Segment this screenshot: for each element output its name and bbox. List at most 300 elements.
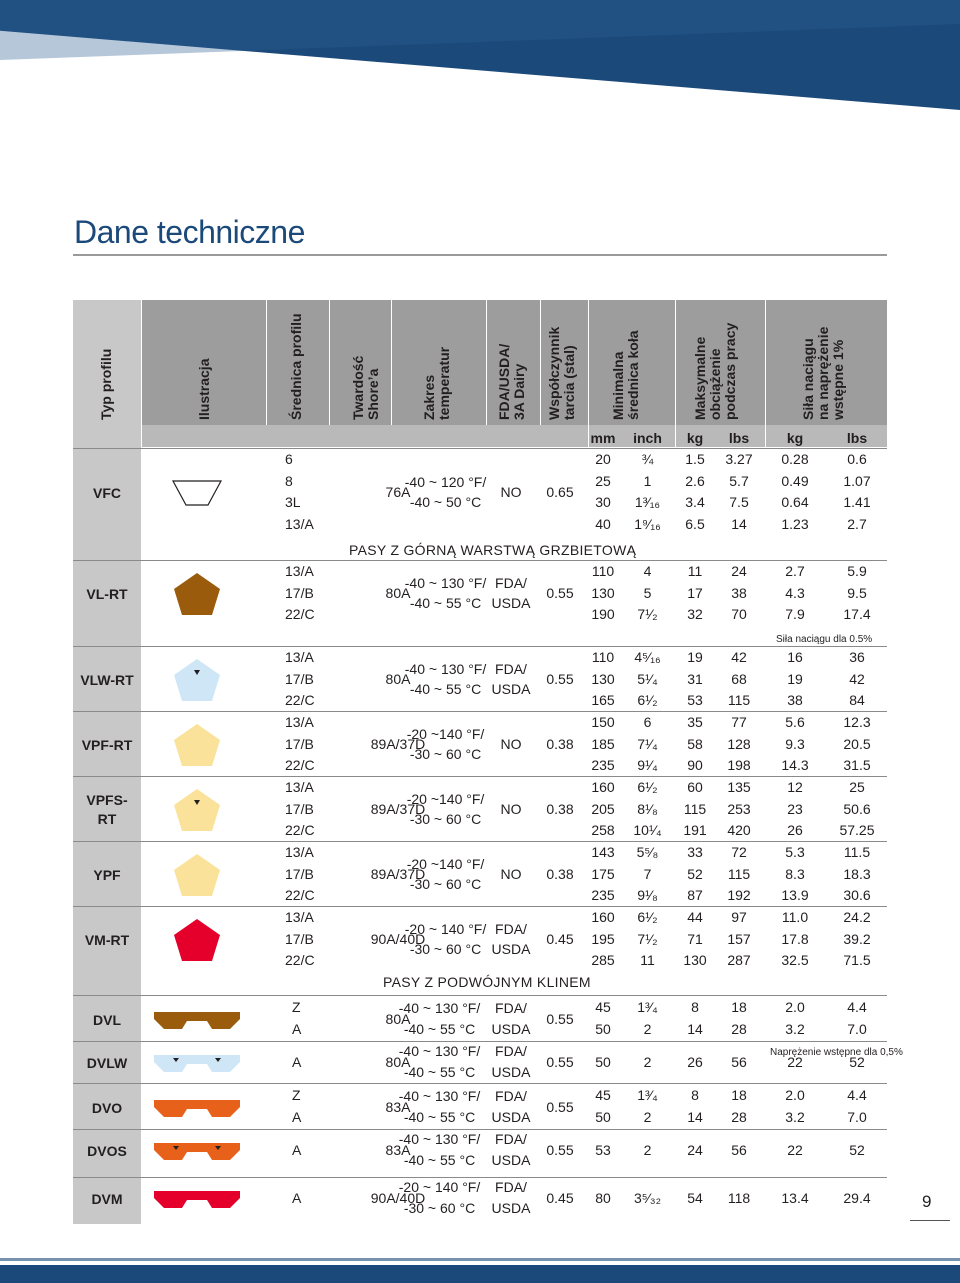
value-cell: 235: [591, 887, 615, 904]
fda-value: FDA/: [495, 999, 527, 1016]
fda-value-2: USDA: [491, 1020, 531, 1037]
value-cell: 190: [591, 606, 615, 623]
value-cell: 135: [727, 779, 751, 795]
value-cell: 160: [591, 779, 615, 795]
value-cell: 87: [687, 887, 703, 904]
fda-value: FDA/: [495, 921, 527, 938]
profile-type-name: VLW-RT: [80, 672, 134, 689]
value-cell: 7.9: [785, 606, 805, 623]
unit-lbs: lbs: [728, 430, 750, 446]
temp-range-c: -40 ~ 55 °C: [403, 1064, 476, 1080]
value-cell: 29.4: [843, 1190, 871, 1206]
hardness-value: 80A: [385, 585, 411, 602]
temp-range-c: -40 ~ 55 °C: [403, 1108, 476, 1125]
temp-range-f: -40 ~ 130 °F/: [398, 999, 481, 1016]
double-v-profile-icon: [152, 1048, 242, 1078]
value-cell: 50: [595, 1054, 611, 1070]
value-cell: 5⁵⁄₈: [636, 844, 659, 860]
value-cell: ¾: [641, 451, 654, 467]
temp-range-f: -40 ~ 130 °F/: [398, 1043, 481, 1059]
value-cell: 1: [643, 472, 652, 489]
profile-diameter: Z: [292, 999, 301, 1015]
value-cell: 84: [849, 692, 865, 709]
value-cell: 1³⁄₄: [637, 999, 658, 1015]
value-cell: 2.7: [785, 563, 805, 579]
value-cell: 6¹⁄₂: [637, 779, 658, 795]
value-cell: 7.5: [729, 494, 749, 511]
value-cell: 57.25: [839, 822, 875, 839]
value-cell: 195: [591, 930, 615, 947]
value-cell: 1⁹⁄₁₆: [634, 515, 661, 532]
value-cell: 165: [591, 692, 615, 709]
hardness-value: 89A/37D: [370, 866, 426, 883]
profile-diameter: 22/C: [285, 887, 315, 904]
profile-diameter: 13/A: [285, 844, 314, 860]
hdr-sep: [391, 300, 392, 425]
value-cell: 28: [731, 1108, 747, 1125]
hardness-value: 83A: [385, 1142, 411, 1158]
value-cell: 24: [731, 563, 747, 579]
value-cell: 1³⁄₁₆: [634, 494, 661, 511]
value-cell: 1.41: [843, 494, 871, 511]
hardness-value: 89A/37D: [370, 736, 426, 753]
hdr-sep: [540, 300, 541, 425]
temp-range-c: -30 ~ 60 °C: [409, 746, 482, 763]
profile-diameter: A: [292, 1054, 302, 1070]
value-cell: 10¹⁄₄: [633, 822, 662, 839]
hdr-sep: [141, 300, 142, 447]
value-cell: 1.5: [685, 451, 705, 467]
section-podwojny: PASY Z PODWÓJNYM KLINEM: [383, 974, 591, 990]
value-cell: 3.4: [685, 494, 705, 511]
unit-inch: inch: [633, 430, 662, 446]
group-divider: [73, 1083, 887, 1084]
value-cell: 38: [731, 584, 747, 601]
friction-value: 0.38: [546, 866, 574, 883]
pentagon-profile-icon: [162, 915, 232, 965]
friction-value: 0.45: [546, 931, 574, 948]
value-cell: 17.8: [781, 930, 809, 947]
friction-value: 0.65: [546, 484, 574, 501]
value-cell: 6¹⁄₂: [637, 909, 658, 925]
value-cell: 9¹⁄₄: [637, 757, 658, 774]
value-cell: 287: [727, 952, 751, 969]
value-cell: 36: [849, 649, 865, 665]
value-cell: 157: [727, 930, 751, 947]
value-cell: 13.4: [781, 1190, 809, 1206]
fda-value-2: USDA: [491, 595, 531, 612]
value-cell: 0.49: [781, 472, 809, 489]
pentagon-profile-icon: [162, 785, 232, 835]
fda-value: NO: [500, 484, 522, 501]
value-cell: 31.5: [843, 757, 871, 774]
fda-value: FDA/: [495, 1131, 527, 1147]
value-cell: 11.5: [843, 844, 871, 860]
value-cell: 5: [643, 584, 652, 601]
value-cell: 42: [849, 670, 865, 687]
note-naprezenie-05: Naprężenie wstępne dla 0,5%: [770, 1047, 903, 1058]
friction-value: 0.55: [546, 1054, 574, 1070]
profile-diameter: 8: [285, 472, 293, 489]
value-cell: 70: [731, 606, 747, 623]
group-divider: [73, 841, 887, 842]
temp-range-c: -30 ~ 60 °C: [409, 941, 482, 958]
value-cell: 11: [687, 563, 703, 579]
value-cell: 118: [727, 1190, 751, 1206]
value-cell: 130: [591, 670, 615, 687]
value-cell: 235: [591, 757, 615, 774]
group-divider: [73, 1177, 887, 1178]
friction-value: 0.38: [546, 736, 574, 753]
temp-range-f: -40 ~ 120 °F/: [404, 474, 487, 491]
double-v-profile-icon: [152, 1093, 242, 1123]
profile-type-name: DVL: [93, 1011, 121, 1028]
profile-type-name: YPF: [93, 867, 121, 884]
profile-diameter: 13/A: [285, 779, 314, 795]
value-cell: 2.0: [785, 1087, 805, 1103]
hdr-sep: [486, 300, 487, 425]
value-cell: 115: [727, 692, 751, 709]
bottom-decor-line: [0, 1258, 960, 1261]
value-cell: 5.3: [785, 844, 805, 860]
profile-type-name: VFC: [93, 485, 121, 502]
value-cell: 3.2: [785, 1020, 805, 1037]
temp-range-f: -40 ~ 130 °F/: [398, 1131, 481, 1147]
value-cell: 26: [787, 822, 803, 839]
group-divider: [73, 1129, 887, 1130]
friction-value: 0.45: [546, 1190, 574, 1206]
double-v-profile-icon: [152, 1005, 242, 1035]
value-cell: 11: [640, 952, 655, 969]
page-number-rule: [910, 1220, 950, 1221]
value-cell: 1.07: [843, 472, 871, 489]
value-cell: 53: [687, 692, 703, 709]
fda-value: NO: [500, 866, 522, 883]
hdr-zakres: Zakres temperatur: [421, 346, 452, 420]
temp-range-c: -40 ~ 55 °C: [403, 1152, 476, 1168]
value-cell: 143: [591, 844, 615, 860]
temp-range-f: -40 ~ 130 °F/: [404, 575, 487, 592]
group-divider: [73, 646, 887, 647]
unit-kg: kg: [686, 430, 704, 446]
unit-kg-2: kg: [786, 430, 804, 446]
hardness-value: 80A: [385, 1010, 411, 1027]
value-cell: 5.9: [847, 563, 867, 579]
value-cell: 4.4: [847, 1087, 867, 1103]
pentagon-profile-icon: [162, 569, 232, 619]
value-cell: 24.2: [843, 909, 871, 925]
profile-diameter: 13/A: [285, 563, 314, 579]
value-cell: 18: [731, 1087, 747, 1103]
hdr-twardosc: Twardość Shore’a: [350, 355, 381, 420]
fda-value-2: USDA: [491, 1152, 531, 1168]
value-cell: 185: [591, 735, 615, 752]
hdr-srednica: Średnica profilu: [288, 313, 304, 420]
hardness-value: 83A: [385, 1098, 411, 1115]
value-cell: 9.5: [847, 584, 867, 601]
value-cell: 6: [643, 714, 652, 730]
value-cell: 33: [687, 844, 703, 860]
group-divider: [73, 448, 887, 449]
value-cell: 60: [687, 779, 703, 795]
value-cell: 44: [687, 909, 703, 925]
profile-type-name: VL-RT: [86, 586, 128, 603]
unit-mm: mm: [590, 430, 616, 446]
hardness-value: 80A: [385, 1054, 411, 1070]
temp-range-f: -40 ~ 130 °F/: [404, 661, 487, 678]
value-cell: 18: [731, 999, 747, 1015]
profile-type-name: DVLW: [86, 1055, 128, 1071]
value-cell: 4.4: [847, 999, 867, 1015]
hdr-sep: [329, 300, 330, 425]
profile-diameter: 17/B: [285, 800, 314, 817]
value-cell: 7¹⁄₂: [637, 930, 658, 947]
value-cell: 32.5: [781, 952, 809, 969]
profile-diameter: 13/A: [285, 649, 314, 665]
value-cell: 160: [591, 909, 615, 925]
double-v-profile-icon: [152, 1184, 242, 1214]
value-cell: 25: [595, 472, 611, 489]
value-cell: 30.6: [843, 887, 871, 904]
temp-range-f: -20 ~ 140 °F/: [398, 1179, 481, 1195]
temp-range-c: -40 ~ 55 °C: [403, 1020, 476, 1037]
value-cell: 77: [731, 714, 747, 730]
value-cell: 35: [687, 714, 703, 730]
value-cell: 97: [731, 909, 747, 925]
hdr-fda: FDA/USDA/ 3A Dairy: [496, 343, 527, 420]
profile-diameter: 17/B: [285, 865, 314, 882]
group-divider: [73, 1041, 887, 1042]
value-cell: 8.3: [785, 865, 805, 882]
value-cell: 50: [595, 1108, 611, 1125]
value-cell: 19: [787, 670, 803, 687]
value-cell: 45: [595, 999, 611, 1015]
profile-diameter: A: [292, 1020, 302, 1037]
value-cell: 130: [683, 952, 707, 969]
value-cell: 2.7: [847, 515, 867, 532]
value-cell: 4.3: [785, 584, 805, 601]
value-cell: 0.6: [847, 451, 867, 467]
value-cell: 71: [687, 930, 703, 947]
pentagon-profile-icon: [162, 655, 232, 705]
value-cell: 52: [849, 1142, 865, 1158]
value-cell: 7.0: [847, 1020, 867, 1037]
value-cell: 198: [727, 757, 751, 774]
value-cell: 20.5: [843, 735, 871, 752]
value-cell: 38: [787, 692, 803, 709]
value-cell: 54: [687, 1190, 703, 1206]
value-cell: 12.3: [843, 714, 871, 730]
profile-diameter: 22/C: [285, 822, 315, 839]
profile-diameter: 13/A: [285, 714, 314, 730]
profile-diameter: A: [292, 1190, 302, 1206]
value-cell: 90: [687, 757, 703, 774]
value-cell: 52: [849, 1054, 865, 1070]
profile-diameter: A: [292, 1108, 302, 1125]
profile-diameter: A: [292, 1142, 302, 1158]
value-cell: 40: [595, 515, 611, 532]
value-cell: 53: [595, 1142, 611, 1158]
temp-range-f: -20 ~140 °F/: [406, 856, 485, 873]
bottom-decor-band: [0, 1265, 960, 1283]
friction-value: 0.55: [546, 1142, 574, 1158]
value-cell: 2.0: [785, 999, 805, 1015]
value-cell: 7.0: [847, 1108, 867, 1125]
value-cell: 191: [683, 822, 707, 839]
value-cell: 22: [787, 1054, 803, 1070]
profile-diameter: 22/C: [285, 692, 315, 709]
value-cell: 7: [643, 865, 652, 882]
value-cell: 2: [643, 1020, 652, 1037]
temp-range-f: -20 ~140 °F/: [406, 726, 485, 743]
group-divider: [73, 560, 887, 561]
temp-range-f: -20 ~140 °F/: [406, 791, 485, 808]
value-cell: 2: [643, 1054, 652, 1070]
value-cell: 285: [591, 952, 615, 969]
fda-value: NO: [500, 801, 522, 818]
fda-value: FDA/: [495, 1043, 527, 1059]
value-cell: 31: [687, 670, 703, 687]
fda-value-2: USDA: [491, 941, 531, 958]
value-cell: 8: [691, 999, 699, 1015]
value-cell: 50: [595, 1020, 611, 1037]
title-divider: [73, 254, 887, 256]
friction-value: 0.55: [546, 1010, 574, 1027]
value-cell: 115: [683, 800, 707, 817]
value-cell: 68: [731, 670, 747, 687]
value-cell: 18.3: [843, 865, 871, 882]
hdr-sep: [266, 300, 267, 425]
hardness-value: 90A/40D: [370, 931, 426, 948]
value-cell: 13.9: [781, 887, 809, 904]
value-cell: 71.5: [843, 952, 871, 969]
hardness-value: 90A/40D: [370, 1190, 426, 1206]
temp-range-c: -40 ~ 50 °C: [409, 494, 482, 511]
profile-diameter: 17/B: [285, 735, 314, 752]
pentagon-profile-icon: [162, 850, 232, 900]
friction-value: 0.38: [546, 801, 574, 818]
value-cell: 17.4: [843, 606, 871, 623]
value-cell: 4⁵⁄₁₆: [634, 649, 661, 665]
profile-diameter: 22/C: [285, 757, 315, 774]
profile-type-name: VPFS- RT: [86, 792, 128, 828]
value-cell: 56: [731, 1054, 747, 1070]
section-grzbiet: PASY Z GÓRNĄ WARSTWĄ GRZBIETOWĄ: [349, 542, 637, 558]
value-cell: 17: [687, 584, 703, 601]
group-divider: [73, 711, 887, 712]
temp-range-c: -30 ~ 60 °C: [409, 811, 482, 828]
value-cell: 22: [787, 1142, 803, 1158]
temp-range-c: -40 ~ 55 °C: [409, 595, 482, 612]
value-cell: 7¹⁄₄: [637, 735, 658, 752]
value-cell: 253: [727, 800, 751, 817]
profile-type-name: VM-RT: [84, 932, 130, 949]
value-cell: 23: [787, 800, 803, 817]
value-cell: 11.0: [781, 909, 809, 925]
fda-value: FDA/: [495, 1087, 527, 1104]
profile-diameter: 22/C: [285, 952, 315, 969]
page-number: 9: [922, 1192, 932, 1211]
value-cell: 20: [595, 451, 611, 467]
fda-value-2: USDA: [491, 1108, 531, 1125]
value-cell: 3.27: [725, 451, 753, 467]
hdr-sep: [765, 300, 766, 447]
profile-diameter: 3L: [285, 494, 301, 511]
profile-type-name: DVOS: [87, 1143, 127, 1159]
value-cell: 8¹⁄₈: [637, 800, 658, 817]
value-cell: 28: [731, 1020, 747, 1037]
value-cell: 45: [595, 1087, 611, 1103]
hdr-maks: Maksymalne obciążenie podczas pracy: [692, 322, 738, 420]
group-divider: [73, 776, 887, 777]
value-cell: 258: [591, 822, 615, 839]
fda-value: FDA/: [495, 1179, 527, 1195]
value-cell: 2: [643, 1142, 652, 1158]
value-cell: 50.6: [843, 800, 871, 817]
value-cell: 56: [731, 1142, 747, 1158]
value-cell: 5.7: [729, 472, 749, 489]
pentagon-profile-icon: [162, 720, 232, 770]
value-cell: 32: [687, 606, 703, 623]
value-cell: 7¹⁄₂: [637, 606, 658, 623]
profile-diameter: Z: [292, 1087, 301, 1103]
value-cell: 14.3: [781, 757, 809, 774]
value-cell: 80: [595, 1190, 611, 1206]
value-cell: 1.23: [781, 515, 809, 532]
profile-diameter: 17/B: [285, 584, 314, 601]
temp-range-c: -30 ~ 60 °C: [409, 876, 482, 893]
value-cell: 26: [687, 1054, 703, 1070]
fda-value: FDA/: [495, 575, 527, 592]
hdr-typ: Typ profilu: [98, 348, 114, 420]
hdr-sila: Siła naciągu na naprężenie wstępne 1%: [800, 326, 846, 420]
value-cell: 2.6: [685, 472, 705, 489]
fda-value-2: USDA: [491, 1200, 531, 1216]
value-cell: 2: [643, 1108, 652, 1125]
hdr-sep: [588, 300, 589, 447]
trapezoid-profile-icon: [162, 468, 232, 518]
value-cell: 8: [691, 1087, 699, 1103]
value-cell: 16: [787, 649, 803, 665]
value-cell: 19: [687, 649, 703, 665]
temp-range-f: -40 ~ 130 °F/: [398, 1087, 481, 1104]
value-cell: 6.5: [685, 515, 705, 532]
profile-diameter: 17/B: [285, 670, 314, 687]
profile-type-name: VPF-RT: [81, 737, 133, 754]
value-cell: 4: [643, 563, 652, 579]
page-title: Dane techniczne: [74, 214, 305, 250]
value-cell: 3.2: [785, 1108, 805, 1125]
double-v-profile-icon: [152, 1136, 242, 1166]
temp-range-c: -30 ~ 60 °C: [403, 1200, 476, 1216]
value-cell: 150: [591, 714, 615, 730]
value-cell: 25: [849, 779, 865, 795]
value-cell: 14: [687, 1020, 703, 1037]
value-cell: 0.28: [781, 451, 809, 467]
profile-diameter: 6: [285, 451, 293, 467]
group-divider: [73, 906, 887, 907]
hdr-ilustracja: Ilustracja: [196, 358, 212, 420]
value-cell: 6¹⁄₂: [637, 692, 658, 709]
value-cell: 42: [731, 649, 747, 665]
value-cell: 130: [591, 584, 615, 601]
hardness-value: 80A: [385, 671, 411, 688]
group-divider: [73, 995, 887, 996]
hdr-min: Minimalna średnica koła: [610, 330, 641, 420]
value-cell: 1³⁄₄: [637, 1087, 658, 1103]
value-cell: 5¹⁄₄: [637, 670, 658, 687]
value-cell: 3⁵⁄₃₂: [633, 1190, 662, 1206]
